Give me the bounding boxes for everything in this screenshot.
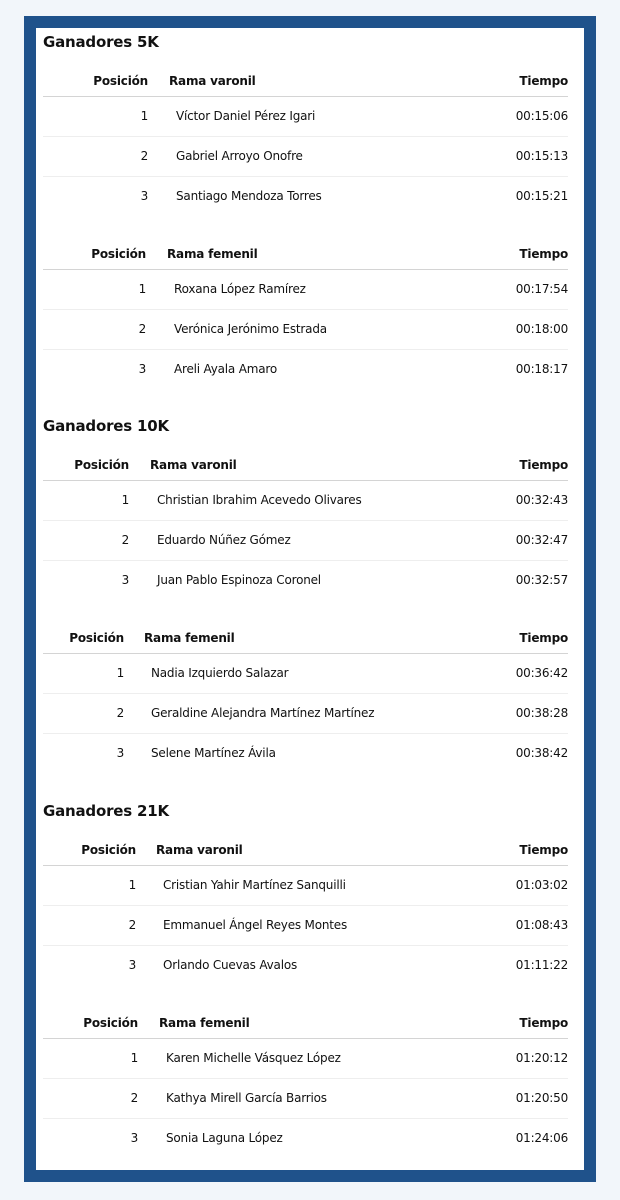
header-position: Posición [83,1016,138,1030]
cell-position: 2 [128,918,136,932]
cell-name: Christian Ibrahim Acevedo Olivares [157,493,362,507]
header-time: Tiempo [519,631,568,645]
table-row [43,97,568,137]
cell-time: 01:08:43 [515,918,568,932]
header-branch: Rama femenil [159,1016,250,1030]
cell-name: Nadia Izquierdo Salazar [151,666,289,680]
table-21k-varonil [43,837,568,985]
table-row [43,350,568,389]
table-row [43,946,568,985]
cell-time: 00:17:54 [515,282,568,296]
header-position: Posición [93,74,148,88]
table-5k-varonil [43,68,568,216]
cell-position: 1 [138,282,146,296]
header-branch: Rama varonil [169,74,256,88]
header-time: Tiempo [519,843,568,857]
table-header [43,625,568,654]
cell-time: 00:32:47 [515,533,568,547]
cell-name: Juan Pablo Espinoza Coronel [157,573,321,587]
cell-position: 1 [130,1051,138,1065]
header-branch: Rama femenil [167,247,258,261]
cell-position: 2 [116,706,124,720]
cell-name: Roxana López Ramírez [174,282,306,296]
cell-position: 1 [140,109,148,123]
table-row [43,654,568,694]
header-time: Tiempo [519,74,568,88]
table-row [43,481,568,521]
cell-time: 01:11:22 [515,958,568,972]
table-row [43,734,568,773]
section-title-5k: Ganadores 5K [43,33,159,51]
cell-time: 00:38:28 [515,706,568,720]
cell-name: Sonia Laguna López [166,1131,283,1145]
cell-position: 2 [130,1091,138,1105]
cell-name: Geraldine Alejandra Martínez Martínez [151,706,375,720]
cell-position: 2 [140,149,148,163]
table-header [43,837,568,866]
table-row [43,1039,568,1079]
cell-position: 3 [140,189,148,203]
cell-position: 1 [128,878,136,892]
cell-name: Karen Michelle Vásquez López [166,1051,341,1065]
table-header [43,452,568,481]
cell-name: Cristian Yahir Martínez Sanquilli [163,878,346,892]
cell-position: 3 [138,362,146,376]
table-row [43,1079,568,1119]
cell-position: 3 [128,958,136,972]
table-row [43,177,568,216]
cell-time: 01:20:50 [515,1091,568,1105]
table-row [43,866,568,906]
table-header [43,241,568,270]
cell-position: 1 [121,493,129,507]
header-position: Posición [74,458,129,472]
cell-name: Orlando Cuevas Avalos [163,958,298,972]
table-row [43,1119,568,1158]
cell-position: 3 [130,1131,138,1145]
cell-name: Gabriel Arroyo Onofre [176,149,303,163]
cell-position: 3 [116,746,124,760]
table-row [43,561,568,600]
table-header [43,1010,568,1039]
section-title-10k: Ganadores 10K [43,417,169,435]
table-row [43,521,568,561]
header-branch: Rama varonil [150,458,237,472]
header-time: Tiempo [519,1016,568,1030]
table-10k-femenil [43,625,568,773]
header-time: Tiempo [519,247,568,261]
table-header [43,68,568,97]
cell-time: 01:03:02 [515,878,568,892]
header-branch: Rama femenil [144,631,235,645]
table-10k-varonil [43,452,568,600]
cell-time: 00:18:17 [515,362,568,376]
cell-position: 1 [116,666,124,680]
cell-time: 00:36:42 [515,666,568,680]
cell-time: 00:15:13 [515,149,568,163]
results-frame [24,16,596,1182]
cell-name: Areli Ayala Amaro [174,362,277,376]
cell-time: 00:32:57 [515,573,568,587]
table-5k-femenil [43,241,568,389]
cell-time: 00:15:06 [515,109,568,123]
cell-time: 00:38:42 [515,746,568,760]
cell-name: Eduardo Núñez Gómez [157,533,291,547]
table-row [43,137,568,177]
cell-name: Santiago Mendoza Torres [176,189,322,203]
cell-name: Verónica Jerónimo Estrada [174,322,327,336]
table-21k-femenil [43,1010,568,1158]
cell-position: 2 [138,322,146,336]
header-position: Posición [81,843,136,857]
cell-time: 01:24:06 [515,1131,568,1145]
cell-time: 00:15:21 [515,189,568,203]
header-time: Tiempo [519,458,568,472]
cell-position: 3 [121,573,129,587]
cell-time: 00:32:43 [515,493,568,507]
section-title-21k: Ganadores 21K [43,802,169,820]
cell-name: Selene Martínez Ávila [151,746,276,760]
cell-name: Kathya Mirell García Barrios [166,1091,327,1105]
table-row [43,906,568,946]
header-position: Posición [91,247,146,261]
cell-name: Víctor Daniel Pérez Igari [176,109,316,123]
cell-time: 00:18:00 [515,322,568,336]
header-position: Posición [69,631,124,645]
header-branch: Rama varonil [156,843,243,857]
cell-time: 01:20:12 [515,1051,568,1065]
cell-position: 2 [121,533,129,547]
table-row [43,310,568,350]
table-row [43,694,568,734]
table-row [43,270,568,310]
cell-name: Emmanuel Ángel Reyes Montes [163,918,347,932]
